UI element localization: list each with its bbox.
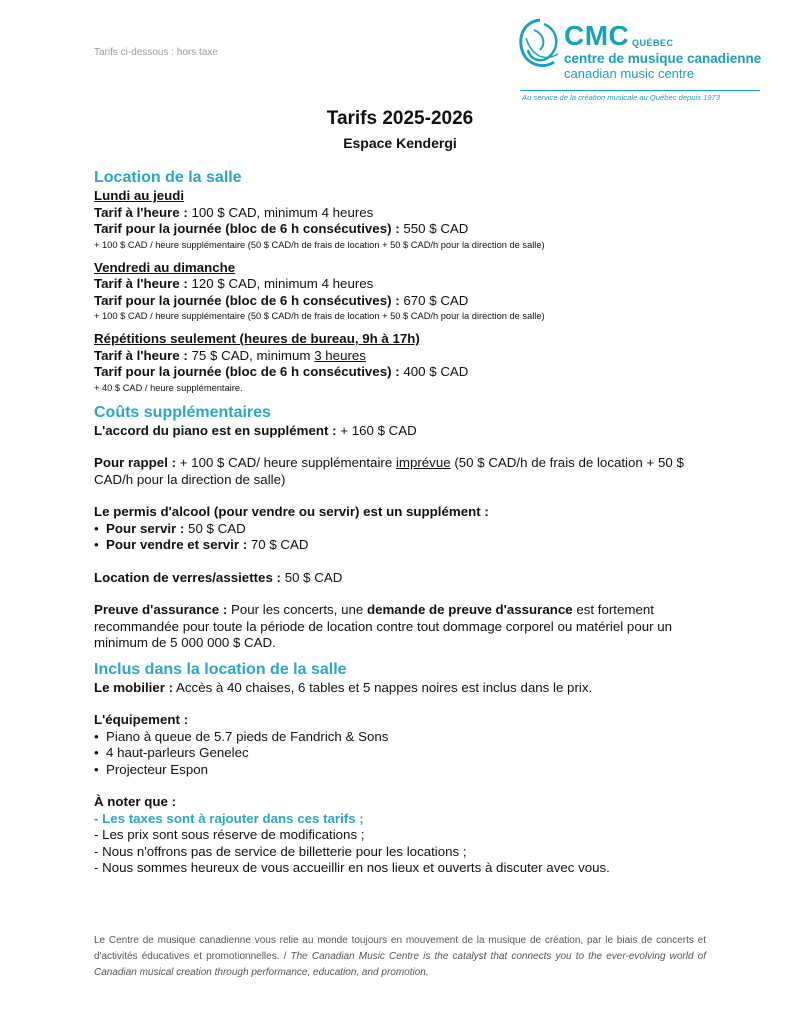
tax-note: Tarifs ci-dessous : hors taxe — [94, 47, 218, 58]
section-heading-location: Location de la salle — [94, 169, 242, 186]
page-subtitle: Espace Kendergi — [343, 135, 457, 151]
hour-rate-minimum: 3 heures — [314, 347, 366, 363]
extra-hour-note: + 100 $ CAD / heure supplémentaire (50 $ CAD/h de frais de location + 50 $ CAD/h pour la direction de salle) — [94, 239, 545, 250]
footer-text — [94, 933, 706, 981]
glasses-value: 50 $ CAD — [284, 569, 343, 585]
day-rate-value: 550 $ CAD — [403, 221, 469, 236]
hour-rate-value: 75 $ CAD, minimum — [191, 347, 311, 363]
hour-rate — [94, 348, 714, 365]
logo-cmc: CMC — [564, 20, 630, 51]
list-item: • Projecteur Espon — [94, 762, 714, 779]
hour-rate — [94, 205, 714, 222]
day-rate-label: Tarif pour la journée (bloc de 6 h consécutives) : — [94, 292, 400, 308]
glasses-label: Location de verres/assiettes : — [94, 569, 281, 585]
hour-rate-value: 120 $ CAD, minimum 4 heures — [191, 276, 374, 291]
hour-rate-value: 100 $ CAD, minimum 4 heures — [191, 204, 374, 220]
notes-heading: À noter que : — [94, 794, 176, 809]
notes-item: - Nous n'offrons pas de service de billetterie pour les locations ; — [94, 843, 467, 859]
insurance-note: Preuve d'assurance : Pour les concerts, une demande de preuve d'assurance est fortement recommandée pour toute la période de location contre tout dommage corporel ou matériel pour un minimum de 5 000 000 $ CAD. — [94, 602, 673, 650]
day-rate — [94, 364, 714, 381]
insurance-label: Preuve d'assurance : — [94, 602, 228, 617]
logo-quebec: QUÉBEC — [632, 38, 674, 48]
recall-note — [94, 455, 714, 488]
hour-rate — [94, 276, 714, 293]
period-title: Vendredi au dimanche — [94, 259, 236, 275]
recall-label: Pour rappel : — [94, 455, 177, 470]
period-title: Lundi au jeudi — [94, 188, 185, 203]
recall-text: + 100 $ CAD/ heure supplémentaire — [179, 455, 393, 470]
cmc-logo — [512, 14, 762, 104]
day-rate-value: 670 $ CAD — [403, 292, 469, 308]
day-rate-label: Tarif pour la journée (bloc de 6 h consécutives) : — [94, 364, 400, 379]
page-title: Tarifs 2025-2026 — [326, 108, 474, 129]
equipment-label: L'équipement : — [94, 712, 189, 727]
equipment-list — [94, 729, 714, 779]
extra-hour-note: + 100 $ CAD / heure supplémentaire (50 $ CAD/h de frais de location + 50 $ CAD/h pour la direction de salle) — [94, 311, 545, 321]
list-item: • 4 haut-parleurs Genelec — [94, 745, 714, 762]
cmc-logo-mark-icon — [514, 16, 566, 76]
day-rate — [94, 293, 714, 310]
recall-text-end: (50 $ CAD/h de frais de location + 50 $ CAD/h pour la direction de salle) — [94, 455, 684, 487]
furniture-text: Accès à 40 chaises, 6 tables et 5 nappes noires est inclus dans le prix. — [176, 679, 593, 695]
footer-english: The Canadian Music Centre is the catalyst that connects you to the ever-evolving world of Canadian musical creation through performance, education, and promotion. — [94, 951, 706, 978]
notes-item: - Nous sommes heureux de vous accueillir en nos lieux et ouverts à discuter avec vous. — [94, 860, 610, 875]
day-rate — [94, 221, 714, 238]
furniture-note — [94, 680, 714, 697]
piano-value: + 160 $ CAD — [340, 422, 417, 438]
notes-highlight: - Les taxes sont à rajouter dans ces tarifs ; — [94, 810, 364, 826]
piano-tuning — [94, 423, 714, 440]
notes-item: - Les prix sont sous réserve de modifications ; — [94, 827, 365, 842]
alcohol-permit-label: Le permis d'alcool (pour vendre ou servir) est un supplément : — [94, 504, 489, 519]
recall-underlined: imprévue — [395, 455, 451, 470]
day-rate-label: Tarif pour la journée (bloc de 6 h consécutives) : — [94, 221, 400, 236]
logo-english-name: canadian music centre — [564, 66, 695, 81]
logo-divider — [520, 90, 760, 91]
insurance-bold: demande de preuve d'assurance — [366, 602, 573, 617]
piano-label: L'accord du piano est en supplément : — [94, 422, 337, 438]
hour-rate-label: Tarif à l'heure : — [94, 276, 188, 291]
hour-rate-label: Tarif à l'heure : — [94, 347, 188, 363]
extra-hour-note: + 40 $ CAD / heure supplémentaire. — [94, 382, 243, 393]
list-item: • Piano à queue de 5.7 pieds de Fandrich & Sons — [94, 729, 714, 746]
main-content — [94, 168, 714, 877]
period-title: Répétitions seulement (heures de bureau, 9h à 17h) — [94, 331, 420, 346]
section-heading-extra-costs: Coûts supplémentaires — [94, 403, 271, 421]
alcohol-permit-list — [94, 521, 714, 554]
footer-french: Le Centre de musique canadienne vous relie au monde toujours en mouvement de la musique de création, par le biais de concerts et d'activités éducatives et promotionnelles. / — [94, 935, 706, 962]
list-item: • Pour servir : 50 $ CAD — [94, 521, 714, 538]
section-heading-included: Inclus dans la location de la salle — [94, 660, 347, 678]
glasses-rental — [94, 570, 714, 587]
hour-rate-label: Tarif à l'heure : — [94, 204, 188, 220]
furniture-label: Le mobilier : — [94, 679, 174, 695]
logo-french-name: centre de musique canadienne — [564, 51, 762, 66]
list-item: • Pour vendre et servir : 70 $ CAD — [94, 537, 714, 554]
logo-tagline: Au service de la création musicale au Québec depuis 1973 — [522, 93, 720, 102]
day-rate-value: 400 $ CAD — [403, 364, 469, 379]
